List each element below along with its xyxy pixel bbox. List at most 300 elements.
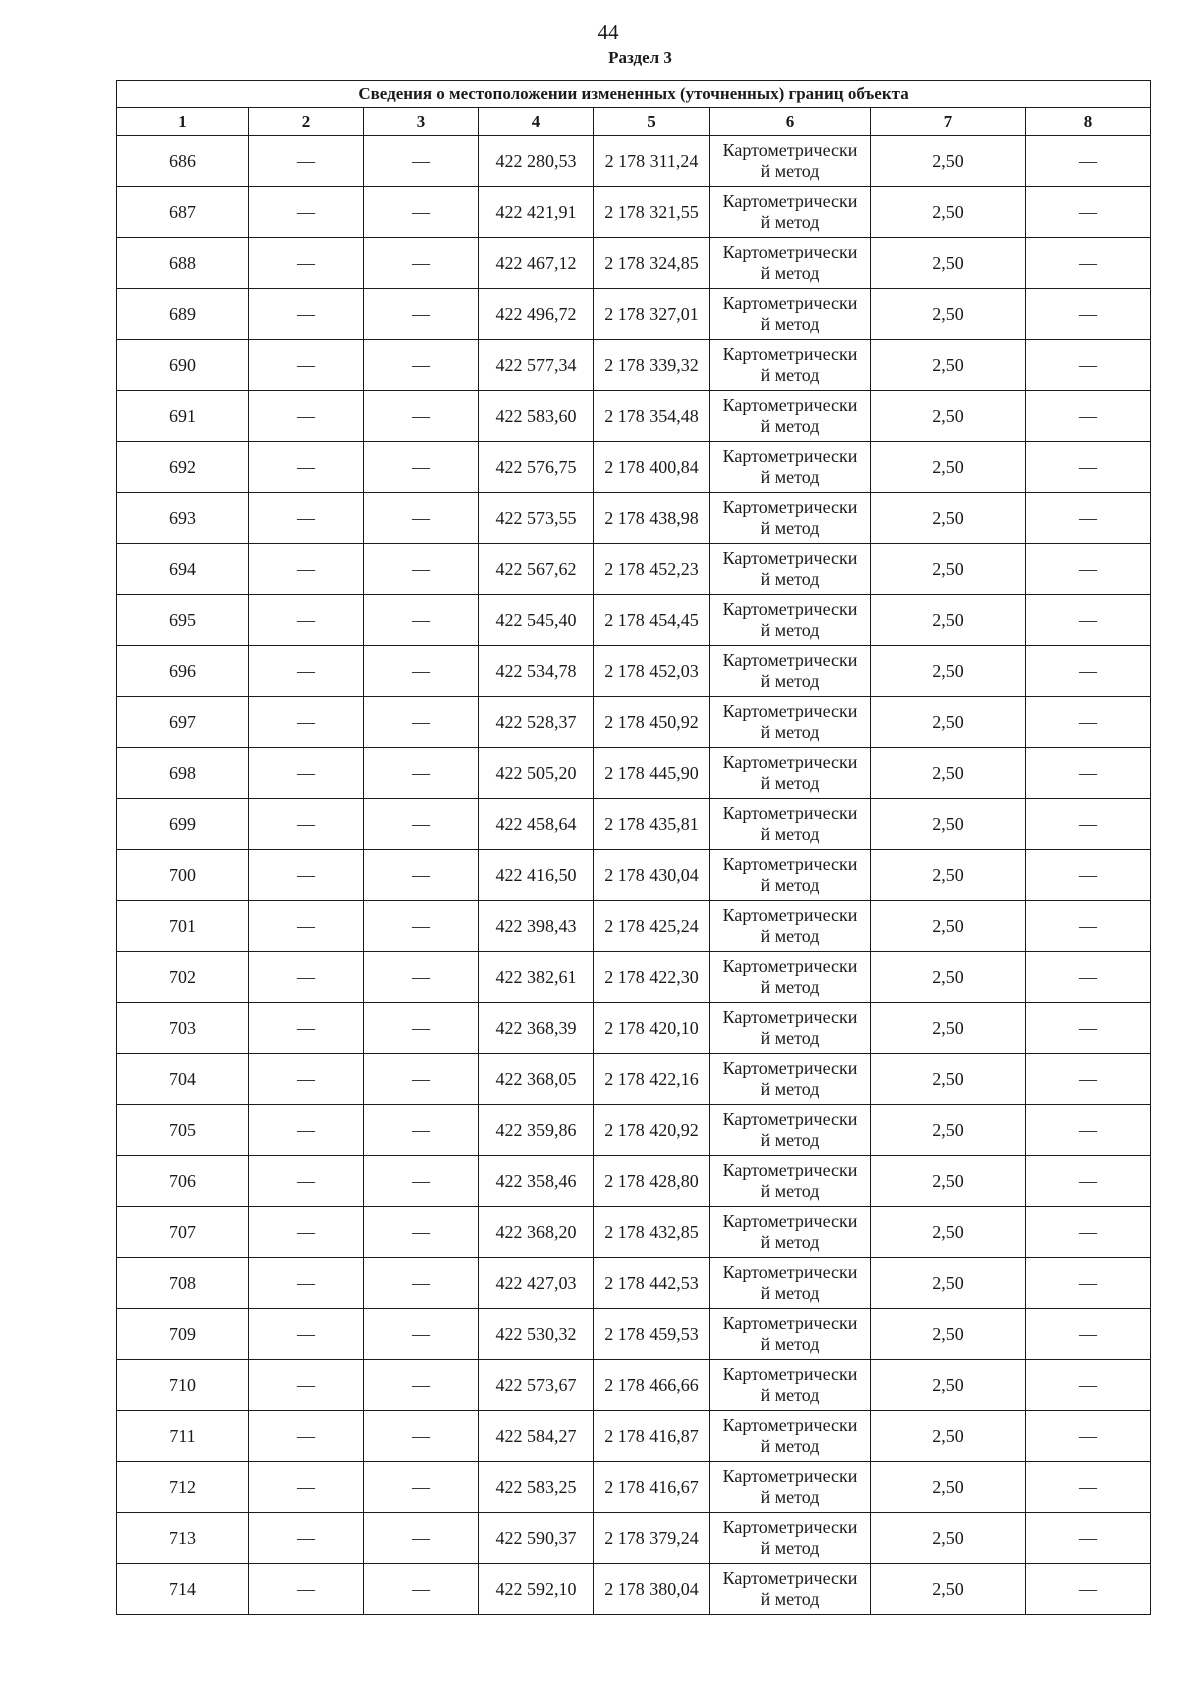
column-number-5: 5 — [594, 108, 710, 136]
column-8-cell: — — [1026, 1513, 1151, 1564]
coordinate-x-cell: 422 590,37 — [479, 1513, 594, 1564]
column-2-cell: — — [249, 1513, 364, 1564]
column-3-cell: — — [364, 1003, 479, 1054]
accuracy-cell: 2,50 — [871, 748, 1026, 799]
method-text-line: Картометрически — [722, 752, 858, 772]
coordinate-x-cell: 422 368,05 — [479, 1054, 594, 1105]
column-3-cell: — — [364, 595, 479, 646]
accuracy-cell: 2,50 — [871, 952, 1026, 1003]
method-text-line: й метод — [760, 1487, 820, 1507]
section-title: Раздел 3 — [608, 48, 672, 67]
column-2-cell: — — [249, 595, 364, 646]
column-2-cell: — — [249, 289, 364, 340]
column-8-cell: — — [1026, 493, 1151, 544]
table-title: Сведения о местоположении измененных (уточненных) границ объекта — [117, 81, 1151, 108]
coordinate-y-cell: 2 178 452,23 — [594, 544, 710, 595]
column-number-3: 3 — [364, 108, 479, 136]
table-row — [117, 544, 1151, 595]
method-text-line: й метод — [760, 212, 820, 232]
point-number-cell: 689 — [117, 289, 249, 340]
accuracy-cell: 2,50 — [871, 850, 1026, 901]
method-cell — [710, 136, 871, 187]
table-row — [117, 1513, 1151, 1564]
column-2-cell: — — [249, 1309, 364, 1360]
table-row — [117, 136, 1151, 187]
method-text-line: й метод — [760, 620, 820, 640]
point-number-cell: 701 — [117, 901, 249, 952]
accuracy-cell: 2,50 — [871, 697, 1026, 748]
point-number-cell: 704 — [117, 1054, 249, 1105]
coordinate-x-cell: 422 577,34 — [479, 340, 594, 391]
column-3-cell: — — [364, 646, 479, 697]
point-number-cell: 687 — [117, 187, 249, 238]
method-cell — [710, 1411, 871, 1462]
method-text-line: й метод — [760, 1079, 820, 1099]
coordinate-y-cell: 2 178 380,04 — [594, 1564, 710, 1615]
method-cell — [710, 1156, 871, 1207]
column-8-cell: — — [1026, 1462, 1151, 1513]
method-cell — [710, 1309, 871, 1360]
accuracy-cell: 2,50 — [871, 1411, 1026, 1462]
column-3-cell: — — [364, 1309, 479, 1360]
method-text-line: й метод — [760, 1283, 820, 1303]
column-number-row — [117, 108, 1151, 136]
coordinate-x-cell: 422 576,75 — [479, 442, 594, 493]
column-3-cell: — — [364, 1360, 479, 1411]
column-8-cell: — — [1026, 697, 1151, 748]
accuracy-cell: 2,50 — [871, 1564, 1026, 1615]
column-8-cell: — — [1026, 238, 1151, 289]
column-3-cell: — — [364, 136, 479, 187]
method-text-line: й метод — [760, 365, 820, 385]
column-8-cell: — — [1026, 1564, 1151, 1615]
column-2-cell: — — [249, 493, 364, 544]
column-8-cell: — — [1026, 442, 1151, 493]
column-number-8: 8 — [1026, 108, 1151, 136]
column-8-cell: — — [1026, 595, 1151, 646]
method-text-line: й метод — [760, 1181, 820, 1201]
method-text-line: Картометрически — [722, 1109, 858, 1129]
point-number-cell: 713 — [117, 1513, 249, 1564]
method-text-line: Картометрически — [722, 242, 858, 262]
column-2-cell: — — [249, 340, 364, 391]
column-number-7: 7 — [871, 108, 1026, 136]
method-text-line: й метод — [760, 824, 820, 844]
method-cell — [710, 1564, 871, 1615]
coordinate-x-cell: 422 528,37 — [479, 697, 594, 748]
method-text-line: й метод — [760, 875, 820, 895]
column-2-cell: — — [249, 544, 364, 595]
column-8-cell: — — [1026, 1258, 1151, 1309]
method-text-line: Картометрически — [722, 497, 858, 517]
point-number-cell: 710 — [117, 1360, 249, 1411]
column-2-cell: — — [249, 238, 364, 289]
method-cell — [710, 1105, 871, 1156]
method-cell — [710, 1513, 871, 1564]
coordinate-x-cell: 422 467,12 — [479, 238, 594, 289]
accuracy-cell: 2,50 — [871, 442, 1026, 493]
method-text-line: Картометрически — [722, 1568, 858, 1588]
coordinate-y-cell: 2 178 466,66 — [594, 1360, 710, 1411]
accuracy-cell: 2,50 — [871, 238, 1026, 289]
method-text-line: Картометрически — [722, 1364, 858, 1384]
coordinate-y-cell: 2 178 379,24 — [594, 1513, 710, 1564]
column-2-cell: — — [249, 697, 364, 748]
coordinate-x-cell: 422 573,55 — [479, 493, 594, 544]
method-text-line: Картометрически — [722, 395, 858, 415]
table-row — [117, 1309, 1151, 1360]
method-text-line: й метод — [760, 518, 820, 538]
accuracy-cell: 2,50 — [871, 289, 1026, 340]
column-8-cell: — — [1026, 646, 1151, 697]
accuracy-cell: 2,50 — [871, 1462, 1026, 1513]
table-row — [117, 1564, 1151, 1615]
column-2-cell: — — [249, 646, 364, 697]
coordinate-y-cell: 2 178 454,45 — [594, 595, 710, 646]
column-2-cell: — — [249, 1105, 364, 1156]
coordinate-x-cell: 422 368,39 — [479, 1003, 594, 1054]
method-text-line: Картометрически — [722, 650, 858, 670]
column-8-cell: — — [1026, 1360, 1151, 1411]
coordinate-x-cell: 422 382,61 — [479, 952, 594, 1003]
coordinate-y-cell: 2 178 445,90 — [594, 748, 710, 799]
method-text-line: й метод — [760, 263, 820, 283]
coordinate-x-cell: 422 398,43 — [479, 901, 594, 952]
method-text-line: й метод — [760, 977, 820, 997]
table-row — [117, 1156, 1151, 1207]
table-row — [117, 1054, 1151, 1105]
method-text-line: Картометрически — [722, 293, 858, 313]
column-2-cell: — — [249, 1360, 364, 1411]
column-2-cell: — — [249, 1054, 364, 1105]
table-row — [117, 850, 1151, 901]
column-3-cell: — — [364, 850, 479, 901]
column-2-cell: — — [249, 442, 364, 493]
table-row — [117, 340, 1151, 391]
method-text-line: й метод — [760, 1334, 820, 1354]
column-number-6: 6 — [710, 108, 871, 136]
table-row — [117, 595, 1151, 646]
point-number-cell: 702 — [117, 952, 249, 1003]
column-3-cell: — — [364, 1105, 479, 1156]
coordinate-x-cell: 422 545,40 — [479, 595, 594, 646]
column-2-cell: — — [249, 1462, 364, 1513]
column-3-cell: — — [364, 1411, 479, 1462]
column-8-cell: — — [1026, 136, 1151, 187]
column-3-cell: — — [364, 1462, 479, 1513]
coordinate-y-cell: 2 178 327,01 — [594, 289, 710, 340]
table-row — [117, 1258, 1151, 1309]
method-cell — [710, 748, 871, 799]
column-8-cell: — — [1026, 748, 1151, 799]
table-row — [117, 238, 1151, 289]
coordinate-x-cell: 422 359,86 — [479, 1105, 594, 1156]
point-number-cell: 707 — [117, 1207, 249, 1258]
point-number-cell: 706 — [117, 1156, 249, 1207]
accuracy-cell: 2,50 — [871, 544, 1026, 595]
method-text-line: й метод — [760, 722, 820, 742]
point-number-cell: 696 — [117, 646, 249, 697]
column-3-cell: — — [364, 799, 479, 850]
method-text-line: Картометрически — [722, 1007, 858, 1027]
coordinate-y-cell: 2 178 430,04 — [594, 850, 710, 901]
method-cell — [710, 1258, 871, 1309]
accuracy-cell: 2,50 — [871, 493, 1026, 544]
column-8-cell: — — [1026, 289, 1151, 340]
column-3-cell: — — [364, 289, 479, 340]
method-text-line: Картометрически — [722, 1160, 858, 1180]
point-number-cell: 699 — [117, 799, 249, 850]
coordinate-x-cell: 422 421,91 — [479, 187, 594, 238]
column-3-cell: — — [364, 442, 479, 493]
coordinate-x-cell: 422 280,53 — [479, 136, 594, 187]
column-3-cell: — — [364, 391, 479, 442]
coordinate-x-cell: 422 358,46 — [479, 1156, 594, 1207]
coordinate-x-cell: 422 567,62 — [479, 544, 594, 595]
method-text-line: Картометрически — [722, 140, 858, 160]
accuracy-cell: 2,50 — [871, 391, 1026, 442]
column-number-4: 4 — [479, 108, 594, 136]
method-cell — [710, 952, 871, 1003]
method-cell — [710, 340, 871, 391]
coordinate-y-cell: 2 178 422,30 — [594, 952, 710, 1003]
table-row — [117, 289, 1151, 340]
method-text-line: Картометрически — [722, 344, 858, 364]
boundary-coordinates-table — [116, 80, 1151, 1615]
coordinate-x-cell: 422 530,32 — [479, 1309, 594, 1360]
column-2-cell: — — [249, 1411, 364, 1462]
coordinate-y-cell: 2 178 435,81 — [594, 799, 710, 850]
coordinate-x-cell: 422 583,25 — [479, 1462, 594, 1513]
accuracy-cell: 2,50 — [871, 595, 1026, 646]
method-text-line: Картометрически — [722, 191, 858, 211]
column-8-cell: — — [1026, 952, 1151, 1003]
column-3-cell: — — [364, 340, 479, 391]
column-2-cell: — — [249, 1564, 364, 1615]
column-3-cell: — — [364, 493, 479, 544]
column-8-cell: — — [1026, 1309, 1151, 1360]
accuracy-cell: 2,50 — [871, 1054, 1026, 1105]
coordinate-y-cell: 2 178 442,53 — [594, 1258, 710, 1309]
coordinate-y-cell: 2 178 311,24 — [594, 136, 710, 187]
method-cell — [710, 850, 871, 901]
point-number-cell: 694 — [117, 544, 249, 595]
point-number-cell: 695 — [117, 595, 249, 646]
method-text-line: Картометрически — [722, 1058, 858, 1078]
method-text-line: Картометрически — [722, 1313, 858, 1333]
accuracy-cell: 2,50 — [871, 1258, 1026, 1309]
column-8-cell: — — [1026, 544, 1151, 595]
coordinate-y-cell: 2 178 428,80 — [594, 1156, 710, 1207]
coordinate-y-cell: 2 178 452,03 — [594, 646, 710, 697]
accuracy-cell: 2,50 — [871, 1513, 1026, 1564]
point-number-cell: 708 — [117, 1258, 249, 1309]
point-number-cell: 698 — [117, 748, 249, 799]
column-2-cell: — — [249, 748, 364, 799]
method-text-line: Картометрически — [722, 854, 858, 874]
coordinate-y-cell: 2 178 416,67 — [594, 1462, 710, 1513]
accuracy-cell: 2,50 — [871, 1105, 1026, 1156]
coordinate-y-cell: 2 178 420,10 — [594, 1003, 710, 1054]
accuracy-cell: 2,50 — [871, 799, 1026, 850]
coordinate-y-cell: 2 178 432,85 — [594, 1207, 710, 1258]
table-row — [117, 901, 1151, 952]
coordinate-x-cell: 422 534,78 — [479, 646, 594, 697]
accuracy-cell: 2,50 — [871, 340, 1026, 391]
column-number-2: 2 — [249, 108, 364, 136]
column-3-cell: — — [364, 1258, 479, 1309]
accuracy-cell: 2,50 — [871, 136, 1026, 187]
method-cell — [710, 646, 871, 697]
column-3-cell: — — [364, 544, 479, 595]
column-3-cell: — — [364, 697, 479, 748]
point-number-cell: 705 — [117, 1105, 249, 1156]
column-number-1: 1 — [117, 108, 249, 136]
method-text-line: й метод — [760, 569, 820, 589]
column-8-cell: — — [1026, 1054, 1151, 1105]
column-8-cell: — — [1026, 1156, 1151, 1207]
column-8-cell: — — [1026, 1207, 1151, 1258]
method-cell — [710, 1054, 871, 1105]
column-2-cell: — — [249, 1156, 364, 1207]
table-row — [117, 391, 1151, 442]
table-row — [117, 1462, 1151, 1513]
method-cell — [710, 289, 871, 340]
coordinate-y-cell: 2 178 321,55 — [594, 187, 710, 238]
point-number-cell: 712 — [117, 1462, 249, 1513]
method-text-line: Картометрически — [722, 446, 858, 466]
table-row — [117, 442, 1151, 493]
method-cell — [710, 799, 871, 850]
column-2-cell: — — [249, 901, 364, 952]
column-3-cell: — — [364, 187, 479, 238]
table-row — [117, 187, 1151, 238]
coordinate-x-cell: 422 573,67 — [479, 1360, 594, 1411]
table-row — [117, 646, 1151, 697]
accuracy-cell: 2,50 — [871, 901, 1026, 952]
point-number-cell: 709 — [117, 1309, 249, 1360]
table-row — [117, 493, 1151, 544]
coordinate-y-cell: 2 178 459,53 — [594, 1309, 710, 1360]
table-row — [117, 799, 1151, 850]
accuracy-cell: 2,50 — [871, 1156, 1026, 1207]
point-number-cell: 690 — [117, 340, 249, 391]
method-text-line: й метод — [760, 1028, 820, 1048]
accuracy-cell: 2,50 — [871, 1003, 1026, 1054]
table-row — [117, 1003, 1151, 1054]
column-2-cell: — — [249, 1258, 364, 1309]
point-number-cell: 700 — [117, 850, 249, 901]
coordinate-x-cell: 422 368,20 — [479, 1207, 594, 1258]
method-text-line: й метод — [760, 416, 820, 436]
point-number-cell: 688 — [117, 238, 249, 289]
method-text-line: й метод — [760, 467, 820, 487]
coordinate-x-cell: 422 584,27 — [479, 1411, 594, 1462]
point-number-cell: 692 — [117, 442, 249, 493]
method-text-line: й метод — [760, 773, 820, 793]
column-3-cell: — — [364, 952, 479, 1003]
method-cell — [710, 1003, 871, 1054]
column-3-cell: — — [364, 748, 479, 799]
method-cell — [710, 697, 871, 748]
method-cell — [710, 595, 871, 646]
column-2-cell: — — [249, 1003, 364, 1054]
table-row — [117, 952, 1151, 1003]
column-3-cell: — — [364, 901, 479, 952]
table-row — [117, 1105, 1151, 1156]
method-cell — [710, 901, 871, 952]
method-text-line: й метод — [760, 1436, 820, 1456]
method-text-line: й метод — [760, 1385, 820, 1405]
method-text-line: Картометрически — [722, 1517, 858, 1537]
column-3-cell: — — [364, 1156, 479, 1207]
method-cell — [710, 1207, 871, 1258]
table-row — [117, 1411, 1151, 1462]
table-row — [117, 1207, 1151, 1258]
table-row — [117, 748, 1151, 799]
point-number-cell: 711 — [117, 1411, 249, 1462]
method-text-line: й метод — [760, 1232, 820, 1252]
coordinate-y-cell: 2 178 416,87 — [594, 1411, 710, 1462]
column-3-cell: — — [364, 1513, 479, 1564]
column-2-cell: — — [249, 799, 364, 850]
column-8-cell: — — [1026, 1003, 1151, 1054]
method-text-line: й метод — [760, 1589, 820, 1609]
column-8-cell: — — [1026, 1105, 1151, 1156]
method-text-line: Картометрически — [722, 1415, 858, 1435]
coordinate-x-cell: 422 458,64 — [479, 799, 594, 850]
accuracy-cell: 2,50 — [871, 646, 1026, 697]
method-text-line: Картометрически — [722, 803, 858, 823]
coordinate-x-cell: 422 583,60 — [479, 391, 594, 442]
method-text-line: й метод — [760, 1130, 820, 1150]
column-8-cell: — — [1026, 799, 1151, 850]
column-2-cell: — — [249, 391, 364, 442]
method-cell — [710, 187, 871, 238]
coordinate-y-cell: 2 178 400,84 — [594, 442, 710, 493]
coordinate-y-cell: 2 178 324,85 — [594, 238, 710, 289]
column-3-cell: — — [364, 1207, 479, 1258]
coordinate-x-cell: 422 505,20 — [479, 748, 594, 799]
page-number: 44 — [597, 20, 619, 44]
method-text-line: й метод — [760, 161, 820, 181]
accuracy-cell: 2,50 — [871, 187, 1026, 238]
method-text-line: Картометрически — [722, 1262, 858, 1282]
coordinate-y-cell: 2 178 354,48 — [594, 391, 710, 442]
table-body — [117, 136, 1151, 1615]
column-3-cell: — — [364, 1564, 479, 1615]
accuracy-cell: 2,50 — [871, 1207, 1026, 1258]
column-2-cell: — — [249, 136, 364, 187]
coordinate-y-cell: 2 178 438,98 — [594, 493, 710, 544]
column-2-cell: — — [249, 850, 364, 901]
point-number-cell: 693 — [117, 493, 249, 544]
point-number-cell: 691 — [117, 391, 249, 442]
method-text-line: й метод — [760, 1538, 820, 1558]
point-number-cell: 714 — [117, 1564, 249, 1615]
column-8-cell: — — [1026, 187, 1151, 238]
table-row — [117, 697, 1151, 748]
point-number-cell: 686 — [117, 136, 249, 187]
method-cell — [710, 391, 871, 442]
method-cell — [710, 238, 871, 289]
method-cell — [710, 1360, 871, 1411]
accuracy-cell: 2,50 — [871, 1309, 1026, 1360]
method-text-line: й метод — [760, 671, 820, 691]
coordinate-y-cell: 2 178 420,92 — [594, 1105, 710, 1156]
column-3-cell: — — [364, 238, 479, 289]
coordinate-x-cell: 422 416,50 — [479, 850, 594, 901]
